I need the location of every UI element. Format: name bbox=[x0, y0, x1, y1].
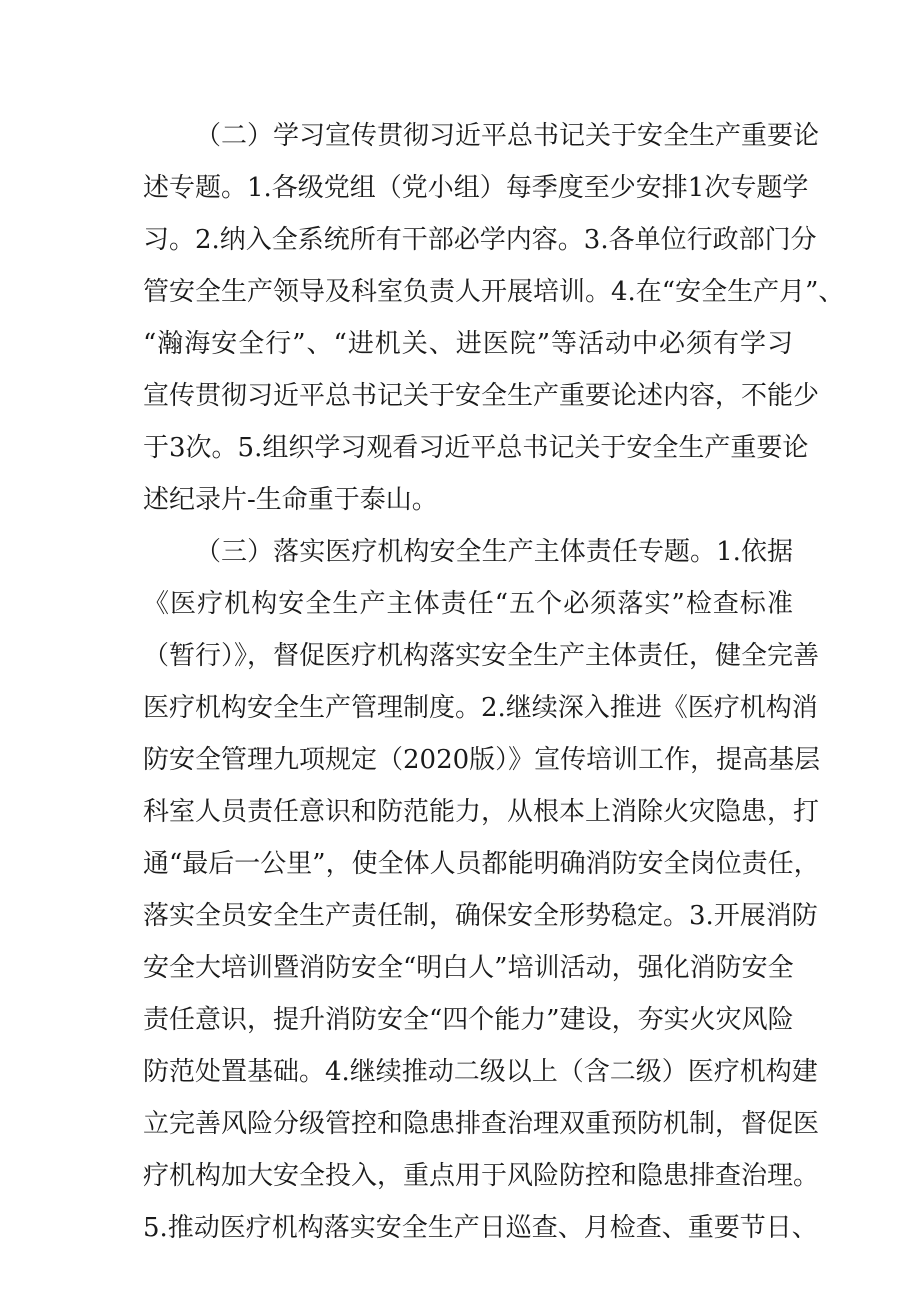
paragraph-2-line-4: 管安全生产领导及科室负责人开展培训。4.在“安全生产月”、 bbox=[143, 277, 845, 307]
paragraph-3-line-2: 《医疗机构安全生产主体责任“五个必须落实”检查标准 bbox=[143, 589, 793, 619]
paragraph-3-line-1: （三）落实医疗机构安全生产主体责任专题。1.依据 bbox=[195, 537, 793, 567]
paragraph-2-line-7: 于3次。5.组织学习观看习近平总书记关于安全生产重要论 bbox=[143, 433, 809, 463]
paragraph-3-line-14: 5.推动医疗机构落实安全生产日巡查、月检查、重要节日、 bbox=[143, 1213, 818, 1243]
paragraph-3-line-12: 立完善风险分级管控和隐患排查治理双重预防机制，督促医 bbox=[143, 1109, 820, 1139]
paragraph-3-line-13: 疗机构加大安全投入，重点用于风险防控和隐患排查治理。 bbox=[143, 1161, 820, 1191]
paragraph-2-line-8: 述纪录片-生命重于泰山。 bbox=[143, 485, 438, 515]
paragraph-2-line-6: 宣传贯彻习近平总书记关于安全生产重要论述内容，不能少 bbox=[143, 381, 820, 411]
paragraph-2-line-2: 述专题。1.各级党组（党小组）每季度至少安排1次专题学 bbox=[143, 173, 809, 203]
paragraph-2-line-5: “瀚海安全行”、“进机关、进医院”等活动中必须有学习 bbox=[143, 329, 793, 359]
paragraph-3-line-4: 医疗机构安全生产管理制度。2.继续深入推进《医疗机构消 bbox=[143, 693, 818, 723]
paragraph-2-line-1: （二）学习宣传贯彻习近平总书记关于安全生产重要论 bbox=[195, 121, 820, 151]
paragraph-3-line-7: 通“最后一公里”，使全体人员都能明确消防安全岗位责任， bbox=[143, 849, 820, 879]
paragraph-3-line-11: 防范处置基础。4.继续推动二级以上（含二级）医疗机构建 bbox=[143, 1057, 818, 1087]
paragraph-3-line-9: 安全大培训暨消防安全“明白人”培训活动，强化消防安全 bbox=[143, 953, 794, 983]
paragraph-3-line-3: （暂行）》，督促医疗机构落实安全生产主体责任，健全完善 bbox=[143, 641, 820, 671]
paragraph-3-line-8: 落实全员安全生产责任制，确保安全形势稳定。3.开展消防 bbox=[143, 901, 818, 931]
paragraph-2-line-3: 习。2.纳入全系统所有干部必学内容。3.各单位行政部门分 bbox=[143, 225, 817, 255]
paragraph-3-line-6: 科室人员责任意识和防范能力，从根本上消除火灾隐患，打 bbox=[143, 797, 820, 827]
paragraph-3-line-5: 防安全管理九项规定（2020版）》宣传培训工作，提高基层 bbox=[143, 745, 821, 775]
paragraph-3-line-10: 责任意识，提升消防安全“四个能力”建设，夯实火灾风险 bbox=[143, 1005, 794, 1035]
